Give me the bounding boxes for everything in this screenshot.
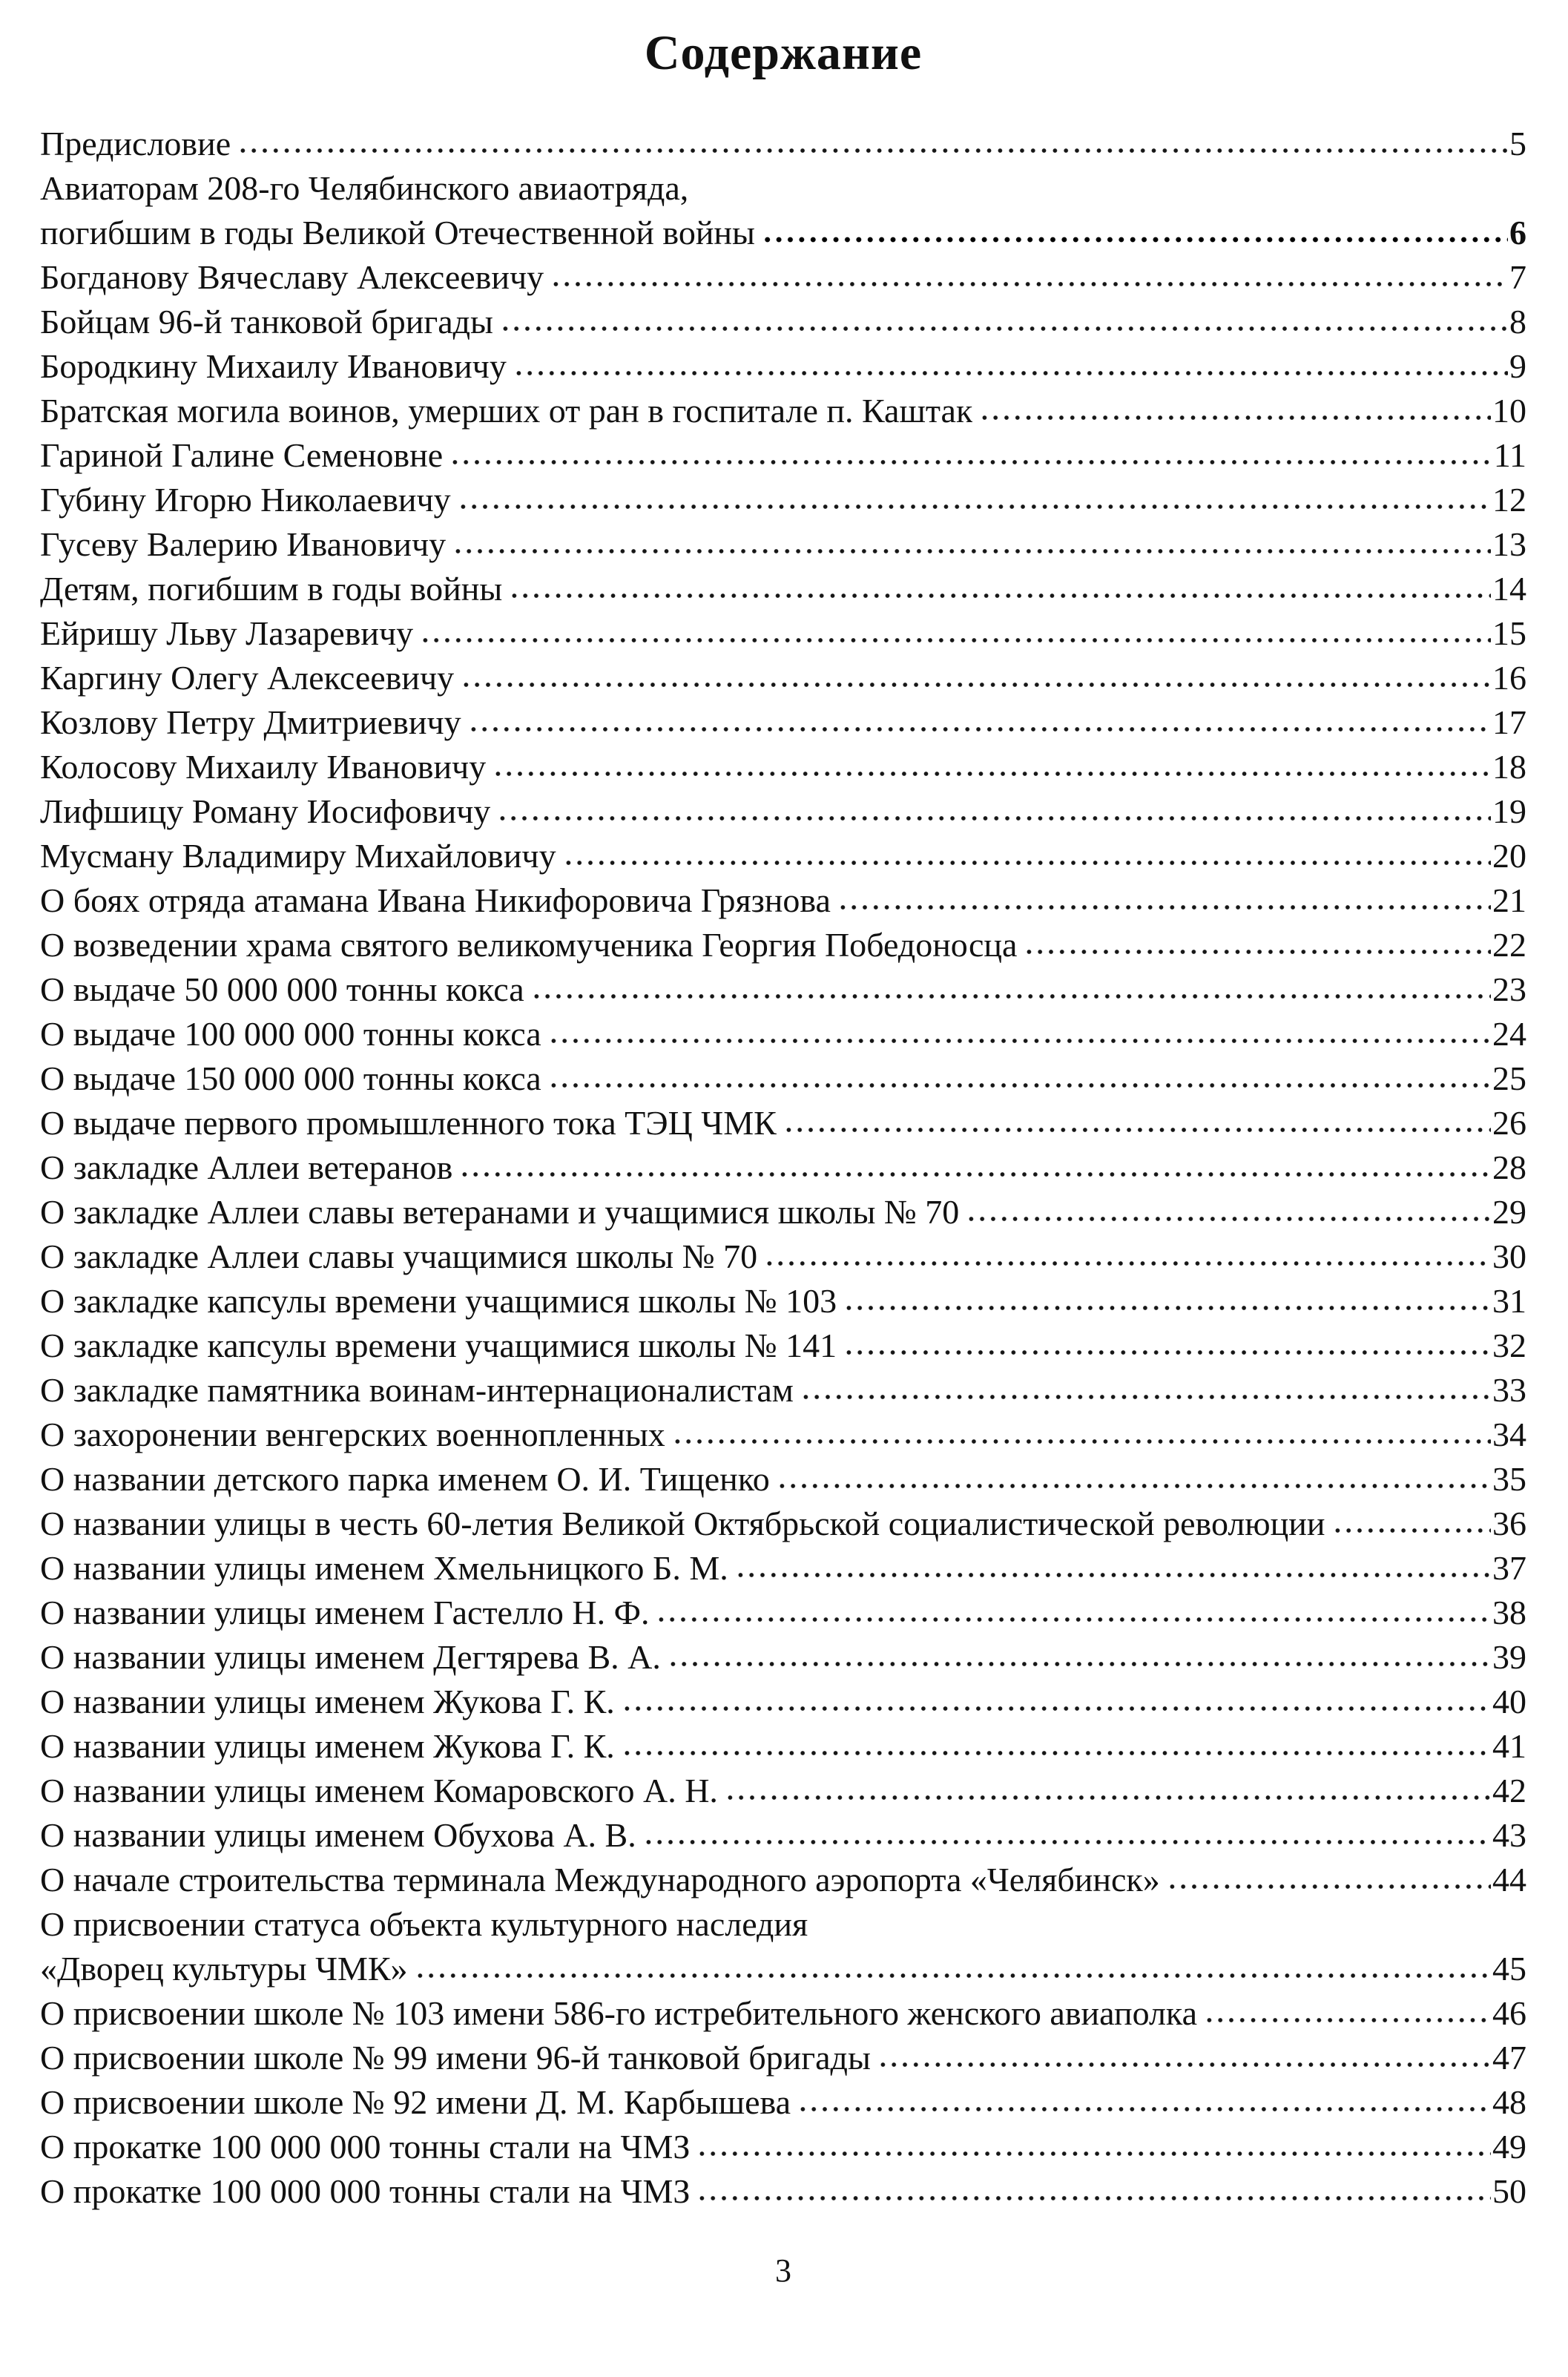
toc-entry-line — [40, 567, 1526, 611]
toc-entry-line — [40, 1234, 1526, 1279]
toc-entry — [40, 834, 1526, 878]
dot-leader — [1332, 1526, 1491, 1535]
toc-entry-page-number: 46 — [1492, 1994, 1526, 2032]
dot-leader — [797, 2105, 1491, 2114]
toc-entry — [40, 923, 1526, 967]
toc-entry-page-number: 47 — [1492, 2039, 1526, 2077]
toc-entry — [40, 967, 1526, 1012]
toc-entry-title: Богданову Вячеславу Алексеевичу — [40, 258, 544, 296]
dot-leader — [696, 2149, 1491, 2158]
toc-entry-title: О выдаче 150 000 000 тонны кокса — [40, 1059, 541, 1097]
toc-entry-line — [40, 1902, 1526, 1947]
toc-entry — [40, 1457, 1526, 1502]
toc-entry-line — [40, 1680, 1526, 1724]
toc-entry — [40, 2036, 1526, 2080]
dot-leader — [643, 1838, 1491, 1847]
toc-entry-page-number: 39 — [1492, 1638, 1526, 1676]
dot-leader — [800, 1393, 1491, 1401]
dot-leader — [509, 591, 1491, 600]
toc-entry — [40, 255, 1526, 300]
dot-leader — [696, 2194, 1491, 2203]
toc-entry — [40, 522, 1526, 567]
dot-leader — [548, 1081, 1491, 1090]
toc-entry-page-number: 19 — [1492, 792, 1526, 830]
toc-entry-title: Братская могила воинов, умерших от ран в госпитале п. Каштак — [40, 392, 973, 430]
toc-entry — [40, 433, 1526, 478]
toc-entry-title: «Дворец культуры ЧМК» — [40, 1950, 408, 1988]
toc-entry-page-number: 42 — [1492, 1772, 1526, 1809]
toc-entry-title: О закладке капсулы времени учащимися школы № 141 — [40, 1326, 837, 1364]
toc-entry-page-number: 23 — [1492, 970, 1526, 1008]
toc-entry-line — [40, 1101, 1526, 1145]
toc-entry-line — [40, 122, 1526, 166]
toc-entry-line — [40, 1324, 1526, 1368]
dot-leader — [672, 1437, 1491, 1446]
toc-entry-title: Гариной Галине Семеновне — [40, 436, 444, 474]
toc-entry-page-number: 49 — [1492, 2128, 1526, 2166]
toc-entry — [40, 1769, 1526, 1813]
dot-leader — [1024, 947, 1491, 956]
toc-entry-line — [40, 211, 1526, 255]
toc-entry — [40, 344, 1526, 389]
toc-entry-title: Детям, погибшим в годы войны — [40, 570, 503, 608]
toc-entry-title: О названии улицы именем Дегтярева В. А. — [40, 1638, 661, 1676]
toc-entry-page-number: 43 — [1492, 1816, 1526, 1854]
toc-entry-line — [40, 1546, 1526, 1591]
dot-leader — [1204, 2016, 1491, 2025]
toc-entry-line — [40, 1190, 1526, 1234]
toc-entry — [40, 567, 1526, 611]
toc-entry-page-number: 6 — [1509, 214, 1526, 251]
toc-entry — [40, 1902, 1526, 1991]
toc-entry-page-number: 8 — [1509, 303, 1526, 341]
toc-entry-title: Колосову Михаилу Ивановичу — [40, 748, 487, 786]
toc-entry-title: О возведении храма святого великомученика Георгия Победоносца — [40, 926, 1018, 964]
toc-entry — [40, 1502, 1526, 1546]
toc-entry-title: Бородкину Михаилу Ивановичу — [40, 347, 507, 385]
dot-leader — [459, 1170, 1491, 1179]
toc-entry-title: О закладке Аллеи ветеранов — [40, 1148, 453, 1186]
toc-entry-title: Козлову Петру Дмитриевичу — [40, 703, 461, 741]
toc-entry-title: О закладке Аллеи славы учащимися школы № 70 — [40, 1237, 758, 1275]
toc-entry — [40, 1680, 1526, 1724]
toc-entry — [40, 2169, 1526, 2214]
toc-entry — [40, 1635, 1526, 1680]
dot-leader — [656, 1615, 1491, 1624]
dot-leader — [762, 235, 1508, 244]
toc-entry-page-number: 26 — [1492, 1104, 1526, 1142]
toc-entry-line — [40, 478, 1526, 522]
toc-entry-title: О прокатке 100 000 000 тонны стали на ЧМЗ — [40, 2172, 691, 2210]
toc-entry-page-number: 20 — [1492, 837, 1526, 875]
dot-leader — [497, 814, 1491, 823]
toc-entry-page-number: 24 — [1492, 1015, 1526, 1053]
toc-entry-title: Лифшицу Роману Иосифовичу — [40, 792, 491, 830]
toc-entry-page-number: 28 — [1492, 1148, 1526, 1186]
toc-entry-page-number: 22 — [1492, 926, 1526, 964]
dot-leader — [843, 1303, 1491, 1312]
toc-entry-title: О названии улицы именем Жукова Г. К. — [40, 1727, 615, 1765]
toc-entry-page-number: 32 — [1492, 1326, 1526, 1364]
toc-entry-page-number: 40 — [1492, 1683, 1526, 1720]
toc-entry-title: О присвоении статуса объекта культурного наследия — [40, 1905, 808, 1943]
toc-entry — [40, 1591, 1526, 1635]
toc-entry — [40, 2125, 1526, 2169]
dot-leader — [563, 858, 1491, 867]
toc-entry-line — [40, 389, 1526, 433]
toc-entry-line — [40, 1056, 1526, 1101]
toc-entry-title: О присвоении школе № 92 имени Д. М. Карбышева — [40, 2083, 791, 2121]
toc-entry-page-number: 30 — [1492, 1237, 1526, 1275]
toc-entry — [40, 1546, 1526, 1591]
toc-entry-line — [40, 1279, 1526, 1324]
toc-entry-title: О закладке капсулы времени учащимися школы № 103 — [40, 1282, 837, 1320]
toc-entry-title: Авиаторам 208-го Челябинского авиаотряда, — [40, 169, 689, 207]
toc-entry-page-number: 50 — [1492, 2172, 1526, 2210]
dot-leader — [500, 324, 1508, 333]
toc-entry-title: Губину Игорю Николаевичу — [40, 481, 451, 519]
toc-entry — [40, 1056, 1526, 1101]
dot-leader — [420, 636, 1491, 645]
dot-leader — [979, 413, 1491, 422]
toc-entry-line — [40, 834, 1526, 878]
toc-entry-line — [40, 745, 1526, 789]
dot-leader — [550, 280, 1508, 289]
dot-leader — [837, 903, 1491, 912]
dot-leader — [777, 1482, 1491, 1490]
toc-entry-page-number: 41 — [1492, 1727, 1526, 1765]
dot-leader — [468, 725, 1491, 734]
toc-entry — [40, 1234, 1526, 1279]
toc-entry — [40, 1991, 1526, 2036]
toc-entry-line — [40, 255, 1526, 300]
toc-entry-line — [40, 789, 1526, 834]
dot-leader — [735, 1571, 1491, 1579]
page-title: Содержание — [644, 26, 923, 80]
toc-entry-line — [40, 1012, 1526, 1056]
toc-entry-line — [40, 2080, 1526, 2125]
dot-leader — [877, 2060, 1491, 2069]
toc-entry — [40, 789, 1526, 834]
toc-entry-line — [40, 1413, 1526, 1457]
toc-entry-title: О названии детского парка именем О. И. Тищенко — [40, 1460, 770, 1498]
toc-entry — [40, 1101, 1526, 1145]
toc-entry-page-number: 9 — [1509, 347, 1526, 385]
toc-entry — [40, 745, 1526, 789]
dot-leader — [415, 1971, 1491, 1980]
toc-entry-title: О выдаче 100 000 000 тонны кокса — [40, 1015, 541, 1053]
dot-leader — [966, 1214, 1491, 1223]
toc-entry-line — [40, 700, 1526, 745]
toc-entry-line — [40, 1858, 1526, 1902]
toc-entry — [40, 656, 1526, 700]
toc-entry-page-number: 45 — [1492, 1950, 1526, 1988]
toc-entry-title: О захоронении венгерских военнопленных — [40, 1416, 665, 1453]
toc-entry-line — [40, 1502, 1526, 1546]
toc-entry-page-number: 5 — [1509, 125, 1526, 162]
toc-entry — [40, 389, 1526, 433]
toc-entry-line — [40, 2036, 1526, 2080]
toc-entry-title: О названии улицы в честь 60-летия Великой Октябрьской социалистической революции — [40, 1505, 1325, 1542]
toc-entry-page-number: 35 — [1492, 1460, 1526, 1498]
toc-entry-line — [40, 878, 1526, 923]
toc-entry-page-number: 21 — [1492, 881, 1526, 919]
dot-leader — [783, 1125, 1491, 1134]
toc-entry-title: О закладке памятника воинам-интернационалистам — [40, 1371, 794, 1409]
dot-leader — [461, 680, 1491, 689]
toc-entry-line — [40, 344, 1526, 389]
toc-entry-title: О начале строительства терминала Международного аэропорта «Челябинск» — [40, 1861, 1160, 1898]
dot-leader — [843, 1348, 1491, 1357]
toc-entry-line — [40, 1991, 1526, 2036]
toc-entry-line — [40, 433, 1526, 478]
toc-entry-title: О присвоении школе № 99 имени 96-й танковой бригады — [40, 2039, 871, 2077]
toc-entry-page-number: 33 — [1492, 1371, 1526, 1409]
toc-entry — [40, 1145, 1526, 1190]
toc-entry — [40, 1368, 1526, 1413]
dot-leader — [668, 1660, 1491, 1668]
toc-entry — [40, 1012, 1526, 1056]
toc-entry-page-number: 37 — [1492, 1549, 1526, 1587]
toc-entry-line — [40, 611, 1526, 656]
toc-entry — [40, 166, 1526, 255]
toc-entry-page-number: 31 — [1492, 1282, 1526, 1320]
dot-leader — [449, 458, 1492, 467]
toc-entry — [40, 1413, 1526, 1457]
dot-leader — [458, 502, 1491, 511]
toc-entry-line — [40, 166, 1526, 211]
toc-entry-line — [40, 967, 1526, 1012]
toc-entry-title: Каргину Олегу Алексеевичу — [40, 659, 455, 697]
toc-entry-line — [40, 1457, 1526, 1502]
dot-leader — [452, 547, 1491, 556]
dot-leader — [725, 1793, 1491, 1802]
toc-entry-page-number: 12 — [1492, 481, 1526, 519]
toc-entry-line — [40, 522, 1526, 567]
toc-entry — [40, 1324, 1526, 1368]
toc-entry — [40, 1279, 1526, 1324]
toc-entry-line — [40, 1947, 1526, 1991]
toc-entry-title: О названии улицы именем Жукова Г. К. — [40, 1683, 615, 1720]
toc-entry-page-number: 15 — [1492, 614, 1526, 652]
toc-entry-line — [40, 300, 1526, 344]
toc-entry-title: О закладке Аллеи славы ветеранами и учащимися школы № 70 — [40, 1193, 960, 1231]
toc-entry-page-number: 7 — [1509, 258, 1526, 296]
toc-entry-page-number: 25 — [1492, 1059, 1526, 1097]
toc-entry-line — [40, 923, 1526, 967]
toc-entry-line — [40, 1368, 1526, 1413]
dot-leader — [513, 369, 1508, 378]
toc-entry — [40, 1724, 1526, 1769]
toc-entry-title: О боях отряда атамана Ивана Никифоровича Грязнова — [40, 881, 831, 919]
toc-entry-title: Бойцам 96-й танковой бригады — [40, 303, 493, 341]
toc-entry-title: О выдаче первого промышленного тока ТЭЦ ЧМК — [40, 1104, 777, 1142]
toc-entry — [40, 1190, 1526, 1234]
toc-entry-line — [40, 2125, 1526, 2169]
toc-entries — [40, 122, 1526, 2214]
toc-entry — [40, 478, 1526, 522]
toc-entry-title: О названии улицы именем Хмельницкого Б. М. — [40, 1549, 728, 1587]
toc-entry-page-number: 29 — [1492, 1193, 1526, 1231]
toc-entry-page-number: 48 — [1492, 2083, 1526, 2121]
dot-leader — [548, 1036, 1491, 1045]
toc-entry — [40, 122, 1526, 166]
toc-entry — [40, 2080, 1526, 2125]
toc-entry-line — [40, 1813, 1526, 1858]
toc-entry — [40, 611, 1526, 656]
footer-page-number: 3 — [775, 2252, 791, 2289]
toc-entry-title: О названии улицы именем Гастелло Н. Ф. — [40, 1594, 650, 1631]
toc-entry-line — [40, 1145, 1526, 1190]
toc-entry-line — [40, 1769, 1526, 1813]
dot-leader — [764, 1259, 1491, 1268]
toc-entry-line — [40, 656, 1526, 700]
toc-entry-title: погибшим в годы Великой Отечественной войны — [40, 214, 755, 251]
toc-entry-line — [40, 1724, 1526, 1769]
toc-entry-title: Предисловие — [40, 125, 231, 162]
toc-entry-page-number: 17 — [1492, 703, 1526, 741]
dot-leader — [531, 992, 1491, 1001]
toc-entry — [40, 878, 1526, 923]
toc-entry-page-number: 36 — [1492, 1505, 1526, 1542]
toc-entry-page-number: 11 — [1493, 436, 1526, 474]
toc-entry-title: О названии улицы именем Обухова А. В. — [40, 1816, 636, 1854]
dot-leader — [493, 769, 1491, 778]
toc-entry-page-number: 38 — [1492, 1594, 1526, 1631]
dot-leader — [1167, 1882, 1491, 1891]
toc-entry-title: О присвоении школе № 103 имени 586-го истребительного женского авиаполка — [40, 1994, 1198, 2032]
toc-entry-page-number: 13 — [1492, 525, 1526, 563]
toc-entry — [40, 1813, 1526, 1858]
toc-entry-page-number: 34 — [1492, 1416, 1526, 1453]
toc-entry-page-number: 14 — [1492, 570, 1526, 608]
toc-entry-title: О выдаче 50 000 000 тонны кокса — [40, 970, 524, 1008]
toc-entry — [40, 700, 1526, 745]
toc-entry — [40, 1858, 1526, 1902]
toc-entry-title: Ейришу Льву Лазаревичу — [40, 614, 414, 652]
toc-entry — [40, 300, 1526, 344]
toc-entry-title: Мусману Владимиру Михайловичу — [40, 837, 556, 875]
toc-entry-line — [40, 2169, 1526, 2214]
toc-entry-page-number: 18 — [1492, 748, 1526, 786]
toc-entry-title: Гусеву Валерию Ивановичу — [40, 525, 447, 563]
toc-entry-page-number: 16 — [1492, 659, 1526, 697]
dot-leader — [237, 146, 1508, 155]
toc-entry-line — [40, 1635, 1526, 1680]
toc-entry-page-number: 10 — [1492, 392, 1526, 430]
dot-leader — [622, 1749, 1491, 1758]
toc-entry-title: О названии улицы именем Комаровского А. Н. — [40, 1772, 718, 1809]
toc-entry-line — [40, 1591, 1526, 1635]
toc-entry-title: О прокатке 100 000 000 тонны стали на ЧМЗ — [40, 2128, 691, 2166]
dot-leader — [622, 1704, 1491, 1713]
toc-entry-page-number: 44 — [1492, 1861, 1526, 1898]
